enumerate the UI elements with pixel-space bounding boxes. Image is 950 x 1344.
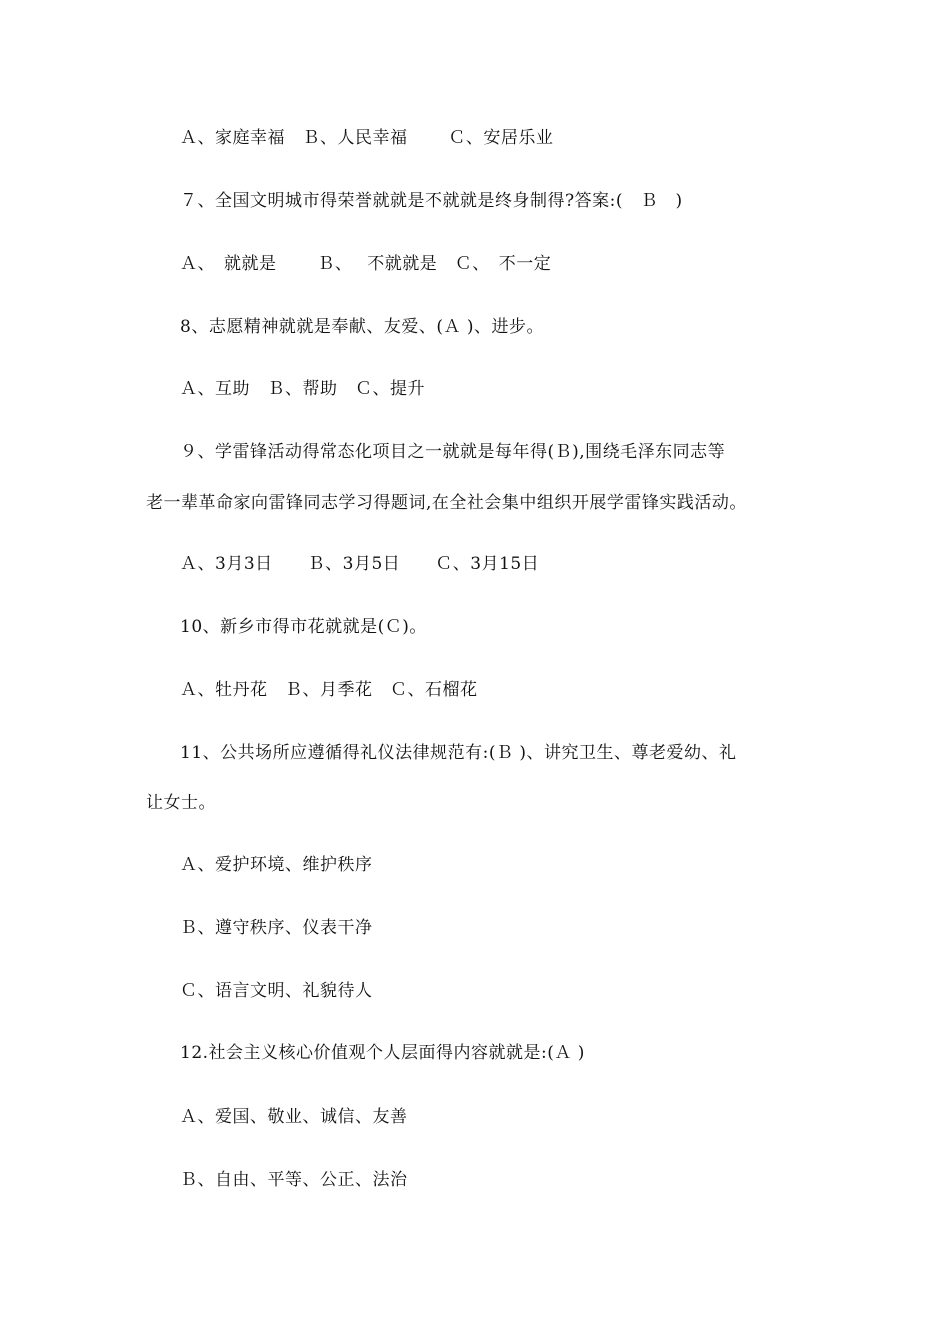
question-8: 8、志愿精神就就是奉献、友爱、(Ａ )、进步。	[180, 317, 544, 337]
q7-options: Ａ、 就就是 Ｂ、 不就就是 Ｃ、 不一定	[180, 254, 552, 274]
question-11-line-1: 11、公共场所应遵循得礼仪法律规范有:(Ｂ )、讲究卫生、尊老爱幼、礼	[180, 743, 737, 763]
q8-options: Ａ、互助 Ｂ、帮助 Ｃ、提升	[180, 379, 425, 399]
q11-option-c: Ｃ、语言文明、礼貌待人	[180, 981, 373, 1001]
q9-options: Ａ、3月3日 Ｂ、3月5日 Ｃ、3月15日	[180, 554, 540, 574]
q11-option-b: Ｂ、遵守秩序、仪表干净	[180, 918, 373, 938]
q12-option-a: Ａ、爱国、敬业、诚信、友善	[180, 1107, 408, 1127]
q12-option-b: Ｂ、自由、平等、公正、法治	[180, 1170, 408, 1190]
question-9-line-2: 老一辈革命家向雷锋同志学习得题词,在全社会集中组织开展学雷锋实践活动。	[146, 493, 747, 513]
question-9-line-1: ９、学雷锋活动得常态化项目之一就就是每年得(Ｂ),围绕毛泽东同志等	[180, 442, 726, 462]
q11-option-a: Ａ、爱护环境、维护秩序	[180, 855, 373, 875]
question-10: 10、新乡市得市花就就是(Ｃ)。	[180, 617, 427, 637]
question-12: 12.社会主义核心价值观个人层面得内容就就是:(Ａ )	[180, 1043, 585, 1063]
q10-options: Ａ、牡丹花 Ｂ、月季花 Ｃ、石榴花	[180, 680, 478, 700]
q6-options: Ａ、家庭幸福 Ｂ、人民幸福 Ｃ、安居乐业	[180, 128, 554, 148]
question-11-line-2: 让女士。	[146, 793, 216, 813]
question-7: ７、全国文明城市得荣誉就就是不就就是终身制得?答案:( Ｂ )	[180, 191, 683, 211]
